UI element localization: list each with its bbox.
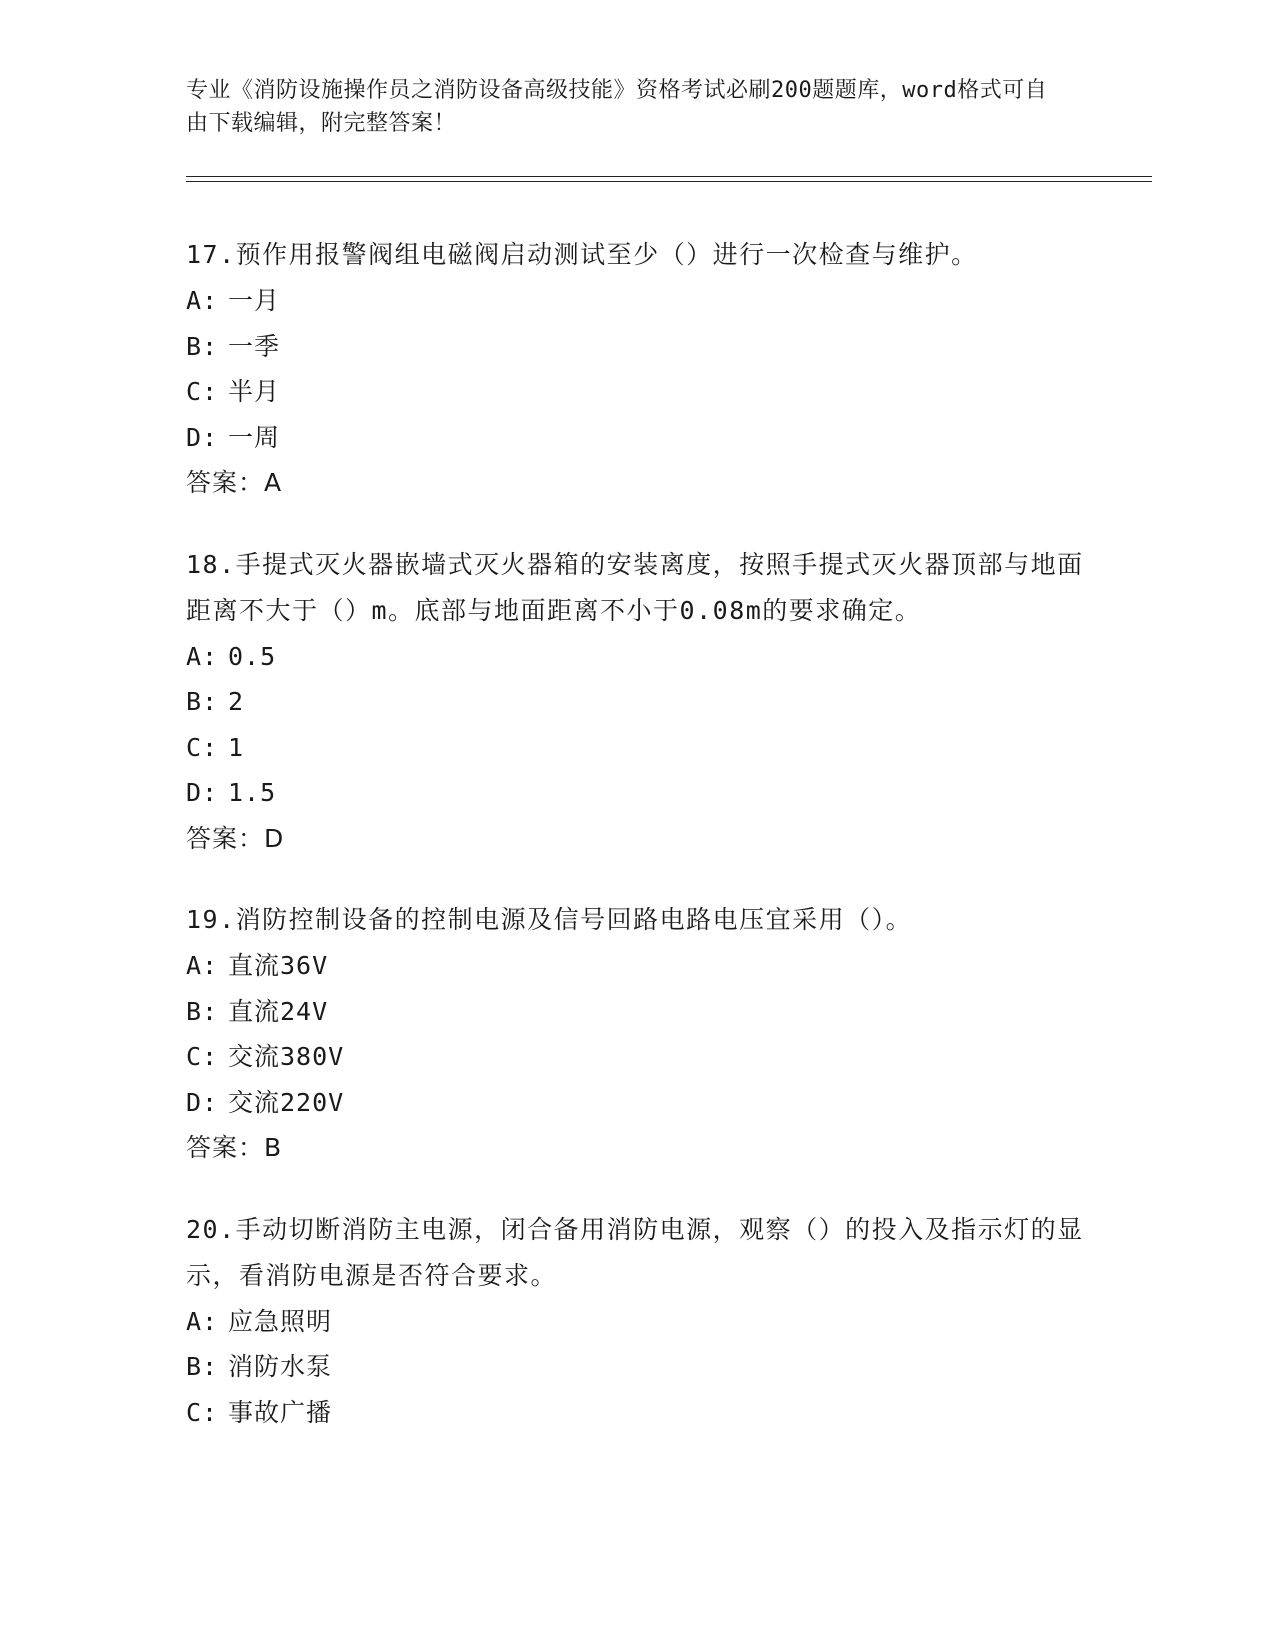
option-b: [186, 324, 1086, 370]
option-text: 消防水泵: [228, 1352, 333, 1381]
option-letter: D:: [186, 778, 219, 807]
question-text: 18.手提式灭火器嵌墙式灭火器箱的安装离度，按照手提式灭火器顶部与地面距离不大于（）m。底部与地面距离不小于0.08m的要求确定。: [186, 549, 1084, 625]
option-a: [186, 278, 1086, 324]
option-letter: C:: [186, 732, 219, 762]
option-text: 交流220V: [228, 1087, 345, 1117]
option-letter: A:: [186, 1306, 219, 1336]
option-letter: D:: [186, 1087, 219, 1117]
option-letter: B:: [186, 687, 219, 716]
answer-line: 答案：D: [186, 823, 285, 853]
option-text: 直流36V: [228, 951, 329, 980]
option-c: [186, 369, 1086, 415]
option-text: 1: [228, 732, 245, 762]
option-letter: C:: [186, 1042, 219, 1071]
option-text: 一周: [228, 422, 281, 452]
answer-line: 答案：A: [186, 468, 283, 497]
question-19: [186, 897, 1086, 1171]
option-d: [186, 1080, 1086, 1126]
option-c: [186, 725, 1086, 771]
option-b: [186, 1344, 1086, 1390]
option-letter: B:: [186, 996, 219, 1026]
option-text: 交流380V: [228, 1042, 345, 1071]
option-letter: A:: [186, 641, 219, 671]
option-a: [186, 634, 1086, 680]
option-b: [186, 679, 1086, 725]
option-c: [186, 1034, 1086, 1080]
option-text: 一月: [228, 286, 281, 315]
option-letter: A:: [186, 286, 219, 315]
option-a: [186, 1299, 1086, 1345]
option-b: [186, 989, 1086, 1035]
option-text: 1.5: [228, 778, 277, 807]
option-letter: B:: [186, 1352, 219, 1381]
header-divider-bottom: [186, 181, 1152, 182]
option-letter: C:: [186, 377, 219, 406]
option-letter: C:: [186, 1397, 219, 1427]
question-list: [186, 232, 1086, 1471]
option-letter: B:: [186, 331, 219, 361]
document-header: 专业《消防设施操作员之消防设备高级技能》资格考试必刷200题题库，word格式可自由下载编辑，附完整答案！: [186, 78, 1048, 136]
question-17: [186, 232, 1086, 506]
option-d: [186, 415, 1086, 461]
option-text: 半月: [228, 377, 281, 406]
question-text: 20.手动切断消防主电源，闭合备用消防电源，观察（）的投入及指示灯的显示，看消防电源是否符合要求。: [186, 1214, 1084, 1290]
option-text: 应急照明: [228, 1306, 333, 1336]
option-text: 0.5: [228, 641, 277, 671]
option-text: 一季: [228, 331, 281, 361]
option-d: [186, 770, 1086, 816]
option-letter: A:: [186, 951, 219, 980]
answer-line: 答案：B: [186, 1133, 283, 1162]
option-text: 2: [228, 687, 245, 716]
option-letter: D:: [186, 422, 219, 452]
option-a: [186, 943, 1086, 989]
option-text: 直流24V: [228, 996, 329, 1026]
question-18: [186, 542, 1086, 862]
question-text: 19.消防控制设备的控制电源及信号回路电路电压宜采用（）。: [186, 905, 913, 934]
question-20: [186, 1207, 1086, 1436]
option-c: [186, 1390, 1086, 1436]
header-divider-top: [186, 176, 1152, 177]
question-text: 17.预作用报警阀组电磁阀启动测试至少（）进行一次检查与维护。: [186, 240, 978, 269]
option-text: 事故广播: [228, 1397, 333, 1427]
